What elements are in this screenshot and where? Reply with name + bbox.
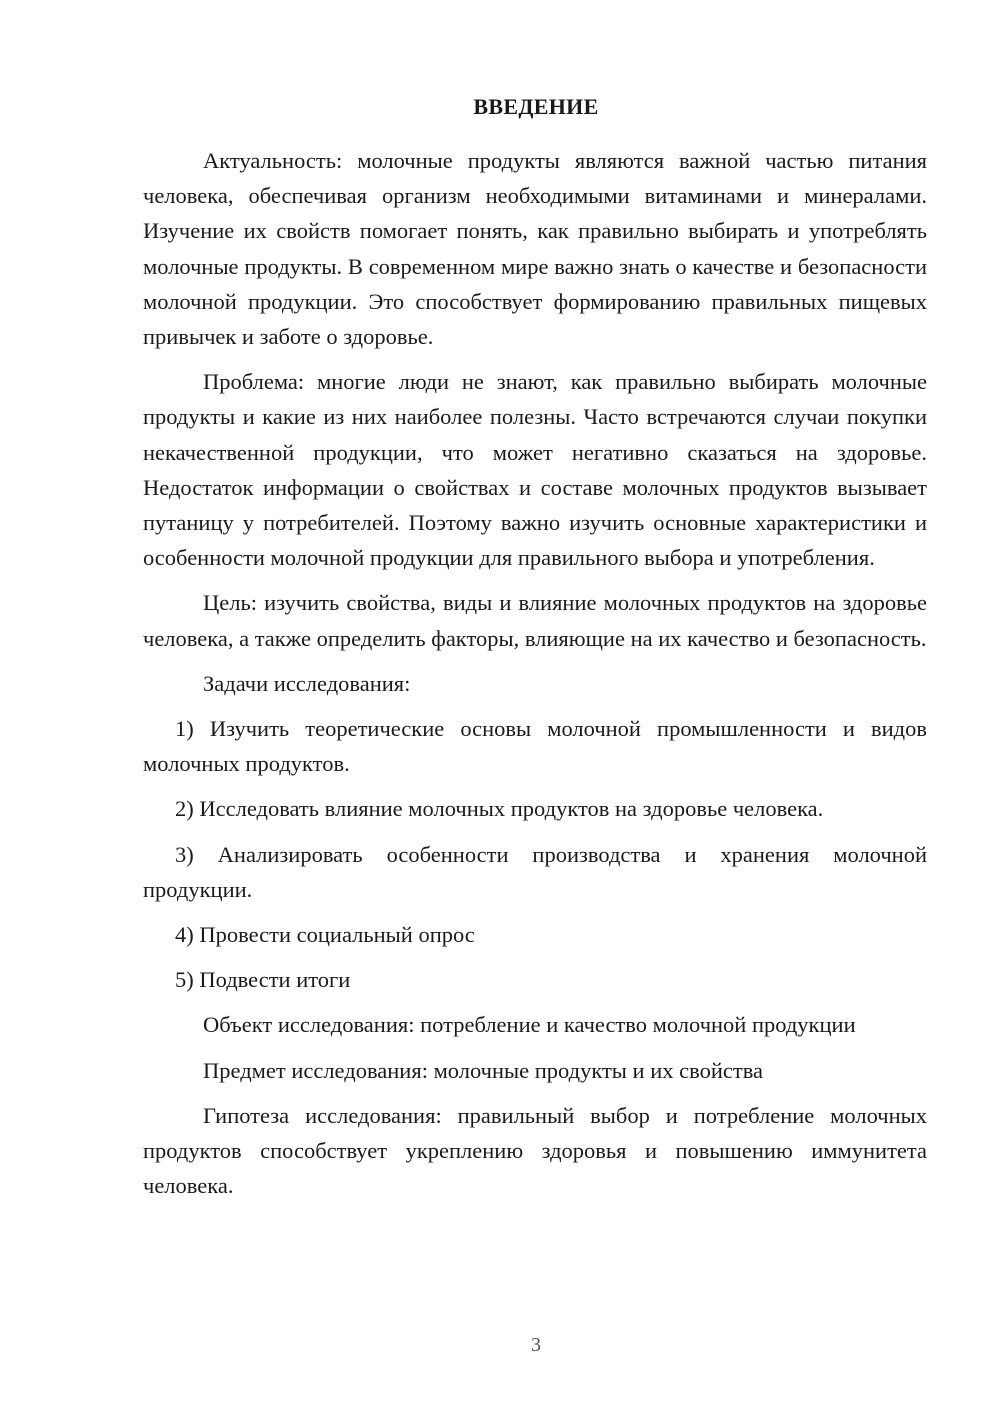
- page-number: 3: [531, 1334, 541, 1356]
- task-item: 1) Изучить теоретические основы молочной промышленности и видов молочных продуктов.: [143, 716, 927, 777]
- document-body: [143, 143, 927, 1203]
- subject-paragraph: Предмет исследования: молочные продукты и их свойства: [203, 1057, 764, 1083]
- relevance-paragraph: Актуальность: молочные продукты являются важной частью питания человека, обеспечивая организм необходимыми витаминами и минералами. Изучение их свойств помогает понять, как правильно выбирать и употреблять молочные продукты. В современном мире важно знать о качестве и безопасности молочной продукции. Это способствует формированию правильных пищевых привычек и заботе о здоровье.: [143, 148, 927, 350]
- tasks-heading: Задачи исследования:: [203, 670, 411, 696]
- task-item: 4) Провести социальный опрос: [175, 922, 475, 948]
- task-item: 3) Анализировать особенности производства и хранения молочной продукции.: [143, 841, 927, 902]
- hypothesis-paragraph: Гипотеза исследования: правильный выбор и потребление молочных продуктов способствует укреплению здоровья и повышению иммунитета человека.: [143, 1102, 927, 1199]
- page-title: ВВЕДЕНИЕ: [473, 94, 599, 119]
- goal-paragraph: Цель: изучить свойства, виды и влияние молочных продуктов на здоровье человека, а также определить факторы, влияющие на их качество и безопасность.: [143, 590, 927, 651]
- task-item: 2) Исследовать влияние молочных продуктов на здоровье человека.: [175, 796, 824, 822]
- object-paragraph: Объект исследования: потребление и качество молочной продукции: [203, 1012, 856, 1038]
- problem-paragraph: Проблема: многие люди не знают, как правильно выбирать молочные продукты и какие из них наиболее полезны. Часто встречаются случаи покупки некачественной продукции, что может негативно сказаться на здоровье. Недостаток информации о свойствах и составе молочных продуктов вызывает путаницу у потребителей. Поэтому важно изучить основные характеристики и особенности молочной продукции для правильного выбора и употребления.: [143, 369, 927, 571]
- task-item: 5) Подвести итоги: [175, 967, 351, 993]
